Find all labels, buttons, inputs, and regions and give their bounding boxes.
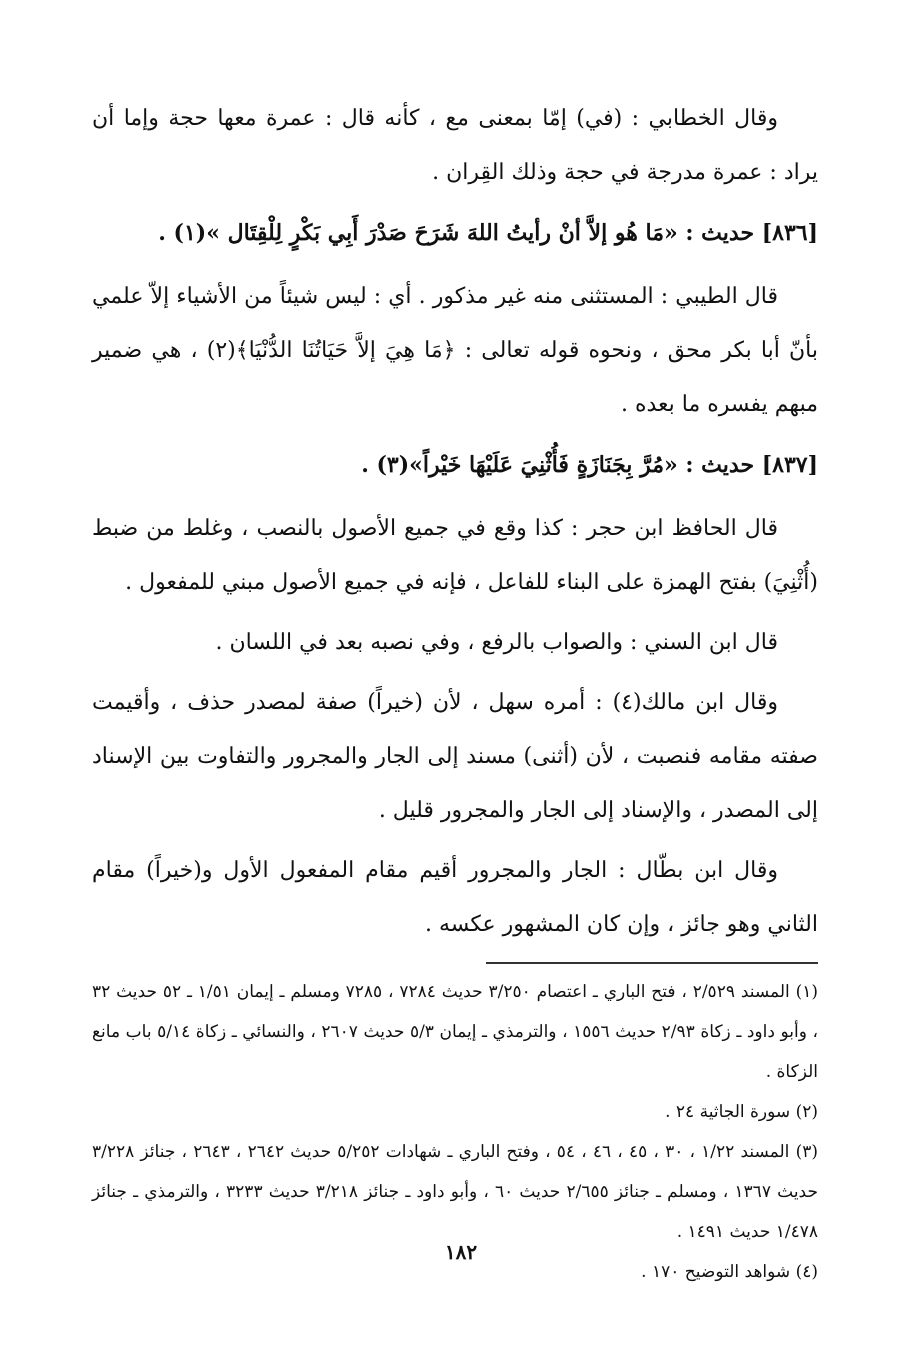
paragraph-ibn-malik: وقال ابن مالك(٤) : أمره سهل ، لأن (خيراً) صفة لمصدر حذف ، وأقيمت صفته مقامه فنصبت ، لأن (أثنى) مسند إلى الجار والمجرور والتفاوت بين الإسناد إلى المصدر ، والإسناد إلى الجار والمجرور قليل . [92, 690, 818, 823]
footnote-separator [486, 962, 818, 964]
footnote-1: (١) المسند ٢/٥٢٩ ، فتح الباري ـ اعتصام ٣/٢٥٠ حديث ٧٢٨٤ ، ٧٢٨٥ ومسلم ـ إيمان ١/٥١ ـ ٥٢ حديث ٣٢ ، وأبو داود ـ زكاة ٢/٩٣ حديث ١٥٥٦ ، والترمذي ـ إيمان ٥/٣ حديث ٢٦٠٧ ، والنسائي ـ زكاة ٥/١٤ باب مانع الزكاة . [92, 981, 819, 1082]
page-body [92, 92, 818, 1292]
page-number: ١٨٢ [444, 1240, 478, 1264]
paragraph-ibn-battal: وقال ابن بطّال : الجار والمجرور أقيم مقام المفعول الأول و(خيراً) مقام الثاني وهو جائز ، وإن كان المشهور عكسه . [92, 858, 818, 937]
footnote-4: (٤) شواهد التوضيح ١٧٠ . [641, 1261, 818, 1282]
hadith-836: [٨٣٦] حديث : «مَا هُو إلاَّ أنْ رأيتُ اللهَ شَرَحَ صَدْرَ أَبِي بَكْرٍ لِلْقِتَال »(١) . [158, 220, 818, 246]
footnote-3: (٣) المسند ١/٢٢ ، ٣٠ ، ٤٥ ، ٤٦ ، ٥٤ ، وفتح الباري ـ شهادات ٥/٢٥٢ حديث ٢٦٤٢ ، ٢٦٤٣ ، جنائز ٣/٢٢٨ حديث ١٣٦٧ ، ومسلم ـ جنائز ٢/٦٥٥ حديث ٦٠ ، وأبو داود ـ جنائز ٣/٢١٨ حديث ٣٢٣٣ ، والترمذي ـ جنائز ١/٤٧٨ حديث ١٤٩١ . [92, 1141, 818, 1242]
footnote-2: (٢) سورة الجاثية ٢٤ . [665, 1101, 818, 1122]
paragraph-ibn-hajar: قال الحافظ ابن حجر : كذا وقع في جميع الأصول بالنصب ، وغلط من ضبط (أُثْنِيَ) بفتح الهمزة على البناء للفاعل ، فإنه في جميع الأصول مبني للمفعول . [92, 516, 818, 595]
paragraph-ibn-sunni: قال ابن السني : والصواب بالرفع ، وفي نصبه بعد في اللسان . [215, 630, 778, 655]
paragraph-khattabi: وقال الخطابي : (في) إمّا بمعنى مع ، كأنه قال : عمرة معها حجة وإما أن يراد : عمرة مدرجة في حجة وذلك القِران . [92, 106, 818, 185]
paragraph-tibi: قال الطيبي : المستثنى منه غير مذكور . أي : ليس شيئاً من الأشياء إلاّ علمي بأنّ أبا بكر محق ، ونحوه قوله تعالى : ﴿مَا هِيَ إلاَّ حَيَاتُنَا الدُّنْيَا﴾(٢) ، هي ضمير مبهم يفسره ما بعده . [92, 284, 818, 417]
hadith-837: [٨٣٧] حديث : «مُرَّ بِجَنَازَةٍ فَأُثْنِيَ عَلَيْهَا خَيْراً»(٣) . [361, 452, 818, 478]
